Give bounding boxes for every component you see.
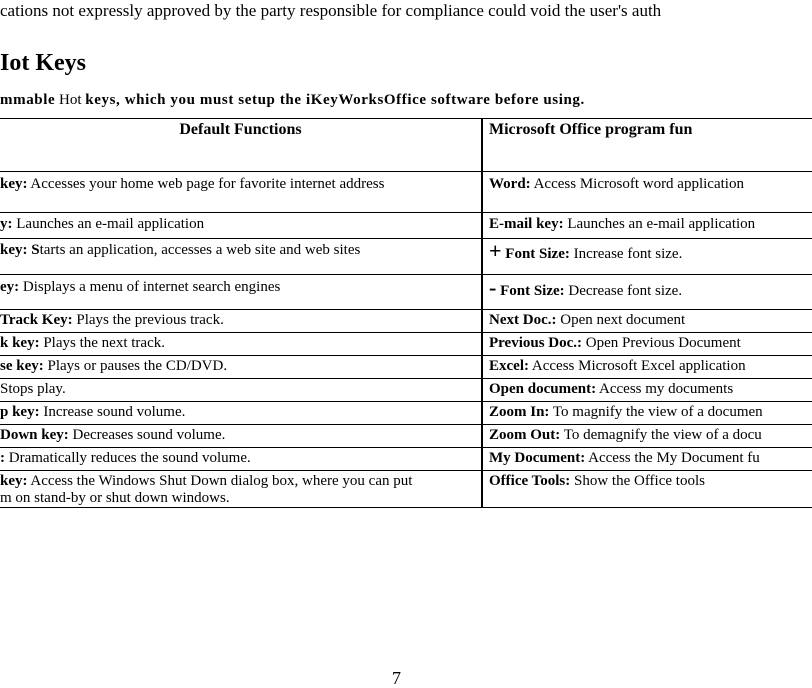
key-description: Launches an e-mail application <box>12 216 205 232</box>
key-label: Excel: <box>489 358 529 374</box>
key-description: Plays the previous track. <box>72 312 224 328</box>
table-row <box>0 172 812 213</box>
office-function-cell <box>482 239 812 275</box>
key-label: Next Doc.: <box>489 312 557 328</box>
key-description: Increase sound volume. <box>39 404 186 420</box>
office-function-cell <box>482 448 812 471</box>
office-function-cell <box>482 402 812 425</box>
key-label: Open document: <box>489 381 597 397</box>
key-description: Decrease font size. <box>564 283 683 299</box>
table-header-row <box>0 119 812 172</box>
plus-icon: + <box>489 238 502 263</box>
default-function-cell <box>0 448 482 471</box>
office-function-cell <box>482 310 812 333</box>
table-row <box>0 471 812 508</box>
minus-icon: - <box>489 275 497 300</box>
key-description: Access Microsoft word application <box>530 176 744 192</box>
key-label: Word: <box>489 176 531 192</box>
key-label: ey: <box>0 279 20 295</box>
key-description: tarts an application, accesses a web site and web sites <box>39 242 361 258</box>
default-function-cell <box>0 333 482 356</box>
section-heading: Iot Keys <box>0 50 86 76</box>
key-label: : <box>0 450 5 466</box>
default-function-cell <box>0 471 482 508</box>
key-description: To magnify the view of a documen <box>549 404 763 420</box>
key-label: key: S <box>0 242 40 258</box>
key-label: My Document: <box>489 450 586 466</box>
table-row <box>0 310 812 333</box>
key-description: Access Microsoft Excel application <box>528 358 746 374</box>
default-function-cell <box>0 402 482 425</box>
key-description: Open Previous Document <box>582 335 741 351</box>
default-function-cell <box>0 425 482 448</box>
table-row <box>0 333 812 356</box>
key-description: Open next document <box>556 312 686 328</box>
key-label: Office Tools: <box>489 473 571 489</box>
key-label: y: <box>0 216 13 232</box>
default-function-cell <box>0 239 482 275</box>
intro-part-1: mmable <box>0 92 56 108</box>
key-description: Decreases sound volume. <box>68 427 226 443</box>
key-label: key: <box>0 176 28 192</box>
key-label: Down key: <box>0 427 69 443</box>
key-label: Zoom In: <box>489 404 550 420</box>
default-function-cell <box>0 379 482 402</box>
office-function-cell <box>482 471 812 508</box>
table-row <box>0 275 812 310</box>
intro-part-2: Hot <box>55 92 86 108</box>
default-function-cell <box>0 275 482 310</box>
key-label: k key: <box>0 335 40 351</box>
hot-keys-table <box>0 118 812 508</box>
key-label: Previous Doc.: <box>489 335 583 351</box>
key-description: Launches an e-mail application <box>563 216 756 232</box>
table-row <box>0 448 812 471</box>
table-row <box>0 425 812 448</box>
key-label: p key: <box>0 404 40 420</box>
table-row <box>0 402 812 425</box>
key-label: E-mail key: <box>489 216 564 232</box>
office-function-cell <box>482 356 812 379</box>
office-function-cell <box>482 333 812 356</box>
table-row <box>0 356 812 379</box>
key-description: Stops play. <box>0 381 66 397</box>
key-label: se key: <box>0 358 44 374</box>
key-label: Zoom Out: <box>489 427 561 443</box>
office-function-cell <box>482 213 812 239</box>
key-description: Access the Windows Shut Down dialog box, where you can put <box>27 473 413 489</box>
key-label: Font Size: <box>501 246 570 262</box>
office-function-cell <box>482 379 812 402</box>
key-description: To demagnify the view of a docu <box>560 427 762 443</box>
key-label: Track Key: <box>0 312 73 328</box>
key-description: Displays a menu of internet search engines <box>19 279 281 295</box>
key-label: key: <box>0 473 28 489</box>
key-description: Show the Office tools <box>570 473 705 489</box>
header-default-functions: Default Functions <box>0 119 482 172</box>
default-function-cell <box>0 172 482 213</box>
key-description-continued: m on stand-by or shut down windows. <box>0 490 230 506</box>
key-description: Dramatically reduces the sound volume. <box>5 450 251 466</box>
default-function-cell <box>0 310 482 333</box>
key-description: Increase font size. <box>569 246 683 262</box>
office-function-cell <box>482 172 812 213</box>
default-function-cell <box>0 356 482 379</box>
office-function-cell <box>482 275 812 310</box>
top-text-line: cations not expressly approved by the party responsible for compliance could void the user's auth <box>0 1 662 20</box>
key-label: Font Size: <box>496 283 565 299</box>
key-description: Plays the next track. <box>39 335 165 351</box>
table-row <box>0 239 812 275</box>
key-description: Plays or pauses the CD/DVD. <box>43 358 228 374</box>
table-row <box>0 379 812 402</box>
page-number: 7 <box>392 668 401 688</box>
default-function-cell <box>0 213 482 239</box>
table-row <box>0 213 812 239</box>
intro-part-3: keys, which you must setup the iKeyWorksOffice software before using. <box>85 92 585 108</box>
header-office-functions: Microsoft Office program fun <box>482 119 812 172</box>
office-function-cell <box>482 425 812 448</box>
intro-sentence <box>0 90 585 110</box>
key-description: Accesses your home web page for favorite internet address <box>27 176 385 192</box>
key-description: Access my documents <box>596 381 734 397</box>
key-description: Access the My Document fu <box>585 450 760 466</box>
